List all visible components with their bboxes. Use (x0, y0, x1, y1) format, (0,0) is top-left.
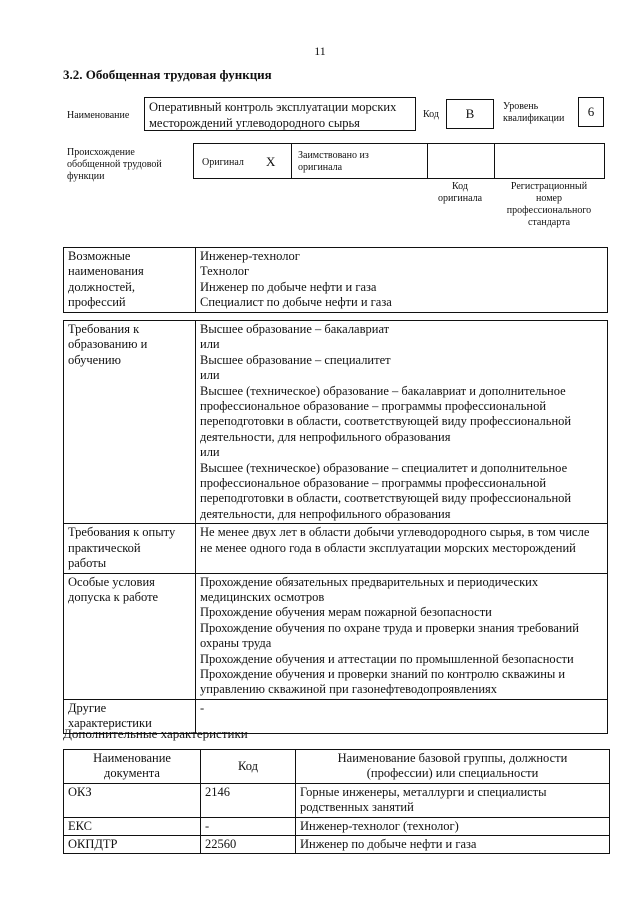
education-values (196, 321, 608, 524)
origin-label-line-1: Происхождение (67, 147, 135, 158)
positions-label-line-2: наименования (68, 264, 144, 279)
header-group-line-2: (профессии) или специальности (366, 766, 539, 781)
row-doc: ОКЗ (64, 783, 201, 817)
row-code: - (201, 817, 296, 835)
other-label-line-2: характеристики (68, 716, 152, 731)
requirements-table (63, 320, 608, 734)
row-name (296, 836, 610, 854)
header-code (201, 750, 296, 784)
row-code: 2146 (201, 783, 296, 817)
positions-label-line-3: должностей, (68, 279, 135, 294)
row-doc: ЕКС (64, 817, 201, 835)
education-line: деятельности, для непрофильного образования (200, 429, 451, 444)
row-code: 22560 (201, 836, 296, 854)
experience-row (64, 524, 608, 573)
education-label-line-2: образованию и (68, 337, 148, 352)
page-number: 11 (314, 44, 326, 58)
special-line: Прохождение обучения и проверки знаний по контролю скважины и (200, 666, 566, 681)
special-line: медицинских осмотров (200, 589, 325, 604)
section-title: 3.2. Обобщенная трудовая функция (63, 67, 272, 82)
code-label: Код (423, 109, 439, 120)
special-line: управлению скважиной при газонефтеводопроявлениях (200, 682, 498, 697)
education-line: Высшее образование – специалитет (200, 352, 391, 367)
reg-caption-line-4: стандарта (527, 217, 571, 228)
experience-values (196, 524, 608, 573)
education-line: деятельности, для непрофильного образования (200, 506, 451, 521)
origin-label-line-2: обобщенной трудовой (67, 159, 162, 170)
naming-label: Наименование (67, 110, 130, 121)
special-line: Прохождение обязательных предварительных и периодических (200, 574, 539, 589)
row-name-line: Инженер по добыче нефти и газа (300, 837, 477, 852)
education-label-line-3: обучению (68, 352, 121, 367)
header-document (64, 750, 201, 784)
table-row (64, 836, 610, 854)
function-name-line-2: месторождений углеводородного сырья (149, 116, 360, 130)
education-line: переподготовки в области, соответствующей виду профессиональной (200, 491, 572, 506)
additional-title: Дополнительные характеристики (63, 726, 248, 741)
position-item: Технолог (200, 264, 250, 279)
education-line: или (200, 445, 220, 460)
special-label-line-1: Особые условия (68, 574, 155, 589)
experience-label (64, 524, 196, 573)
positions-label-line-4: профессий (68, 295, 126, 310)
header-group-line-1: Наименование базовой группы, должности (337, 751, 568, 765)
borrowed-label-line-1: Заимствовано из (298, 150, 369, 161)
other-label-line-1: Другие (68, 700, 107, 715)
special-line: охраны труда (200, 636, 272, 651)
special-line: Прохождение обучения по охране труда и проверки знания требований (200, 620, 579, 635)
experience-label-line-1: Требования к опыту (68, 525, 176, 540)
level-label (503, 101, 564, 125)
row-name-line: Инженер-технолог (технолог) (300, 818, 459, 833)
education-line: профессиональное образование – программы профессиональной (200, 399, 547, 414)
special-conditions-label (64, 573, 196, 699)
experience-label-line-3: работы (68, 556, 107, 571)
positions-label-line-1: Возможные (68, 249, 131, 263)
additional-header-row (64, 750, 610, 784)
experience-line: не менее одного года в области эксплуатации морских месторождений (200, 540, 576, 555)
special-label-line-2: допуска к работе (68, 589, 159, 604)
level-label-line-2: квалификации (503, 113, 565, 124)
education-label-line-1: Требования к (68, 322, 140, 336)
other-characteristics-value: - (196, 699, 608, 733)
positions-values (196, 248, 608, 313)
code-value: B (465, 106, 475, 121)
positions-table (63, 247, 608, 313)
positions-label (64, 248, 196, 313)
special-line: Прохождение обучения и аттестации по промышленной безопасности (200, 651, 574, 666)
original-mark: X (266, 154, 276, 169)
origin-label (67, 147, 162, 183)
education-line: Высшее образование – бакалавриат (200, 322, 390, 336)
header-group-name (296, 750, 610, 784)
level-value: 6 (587, 104, 595, 119)
position-item: Специалист по добыче нефти и газа (200, 295, 392, 310)
experience-line: Не менее двух лет в области добычи углеводородного сырья, в том числе (200, 525, 590, 540)
row-doc: ОКПДТР (64, 836, 201, 854)
origin-table (193, 143, 605, 179)
row-name-line: Горные инженеры, металлурги и специалисты (300, 784, 547, 799)
reg-caption-line-2: номер (536, 193, 562, 204)
code-caption-line-2: оригинала (437, 193, 483, 204)
original-label: Оригинал (202, 157, 244, 168)
row-name (296, 817, 610, 835)
special-conditions-row (64, 573, 608, 699)
position-item: Инженер по добыче нефти и газа (200, 279, 377, 294)
code-caption-line-1: Код (452, 181, 468, 192)
code-value-box (446, 99, 494, 129)
education-line: профессиональное образование – программы профессиональной (200, 476, 547, 491)
origin-label-line-3: функции (67, 171, 105, 182)
additional-table (63, 749, 610, 854)
reg-caption-line-1: Регистрационный (510, 181, 588, 192)
education-line: Высшее (техническое) образование – бакалавриат и дополнительное (200, 383, 566, 398)
header-document-line-2: документа (104, 766, 160, 781)
special-line: Прохождение обучения мерам пожарной безопасности (200, 605, 492, 620)
function-name-box (144, 97, 416, 131)
level-value-box (578, 97, 604, 127)
level-label-line-1: Уровень (503, 101, 539, 112)
education-label (64, 321, 196, 524)
position-item: Инженер-технолог (200, 249, 300, 263)
borrowed-label-line-2: оригинала (298, 162, 343, 173)
header-document-line-1: Наименование (93, 751, 171, 765)
special-conditions-values (196, 573, 608, 699)
row-name (296, 783, 610, 817)
row-name-line: родственных занятий (300, 800, 414, 815)
header-code-text: Код (238, 758, 258, 773)
education-row (64, 321, 608, 524)
education-line: или (200, 337, 220, 352)
education-line: переподготовки в области, соответствующей виду профессиональной (200, 414, 572, 429)
reg-number-caption (493, 181, 605, 229)
education-line: или (200, 368, 220, 383)
function-name-line-1: Оперативный контроль эксплуатации морских (149, 100, 397, 114)
positions-row (64, 248, 608, 313)
experience-label-line-2: практической (68, 540, 141, 555)
borrowed-label (298, 150, 369, 174)
table-row (64, 783, 610, 817)
reg-caption-line-3: профессионального (506, 205, 592, 216)
table-row (64, 817, 610, 835)
code-original-caption (427, 181, 493, 205)
education-line: Высшее (техническое) образование – специалитет и дополнительное (200, 460, 568, 475)
